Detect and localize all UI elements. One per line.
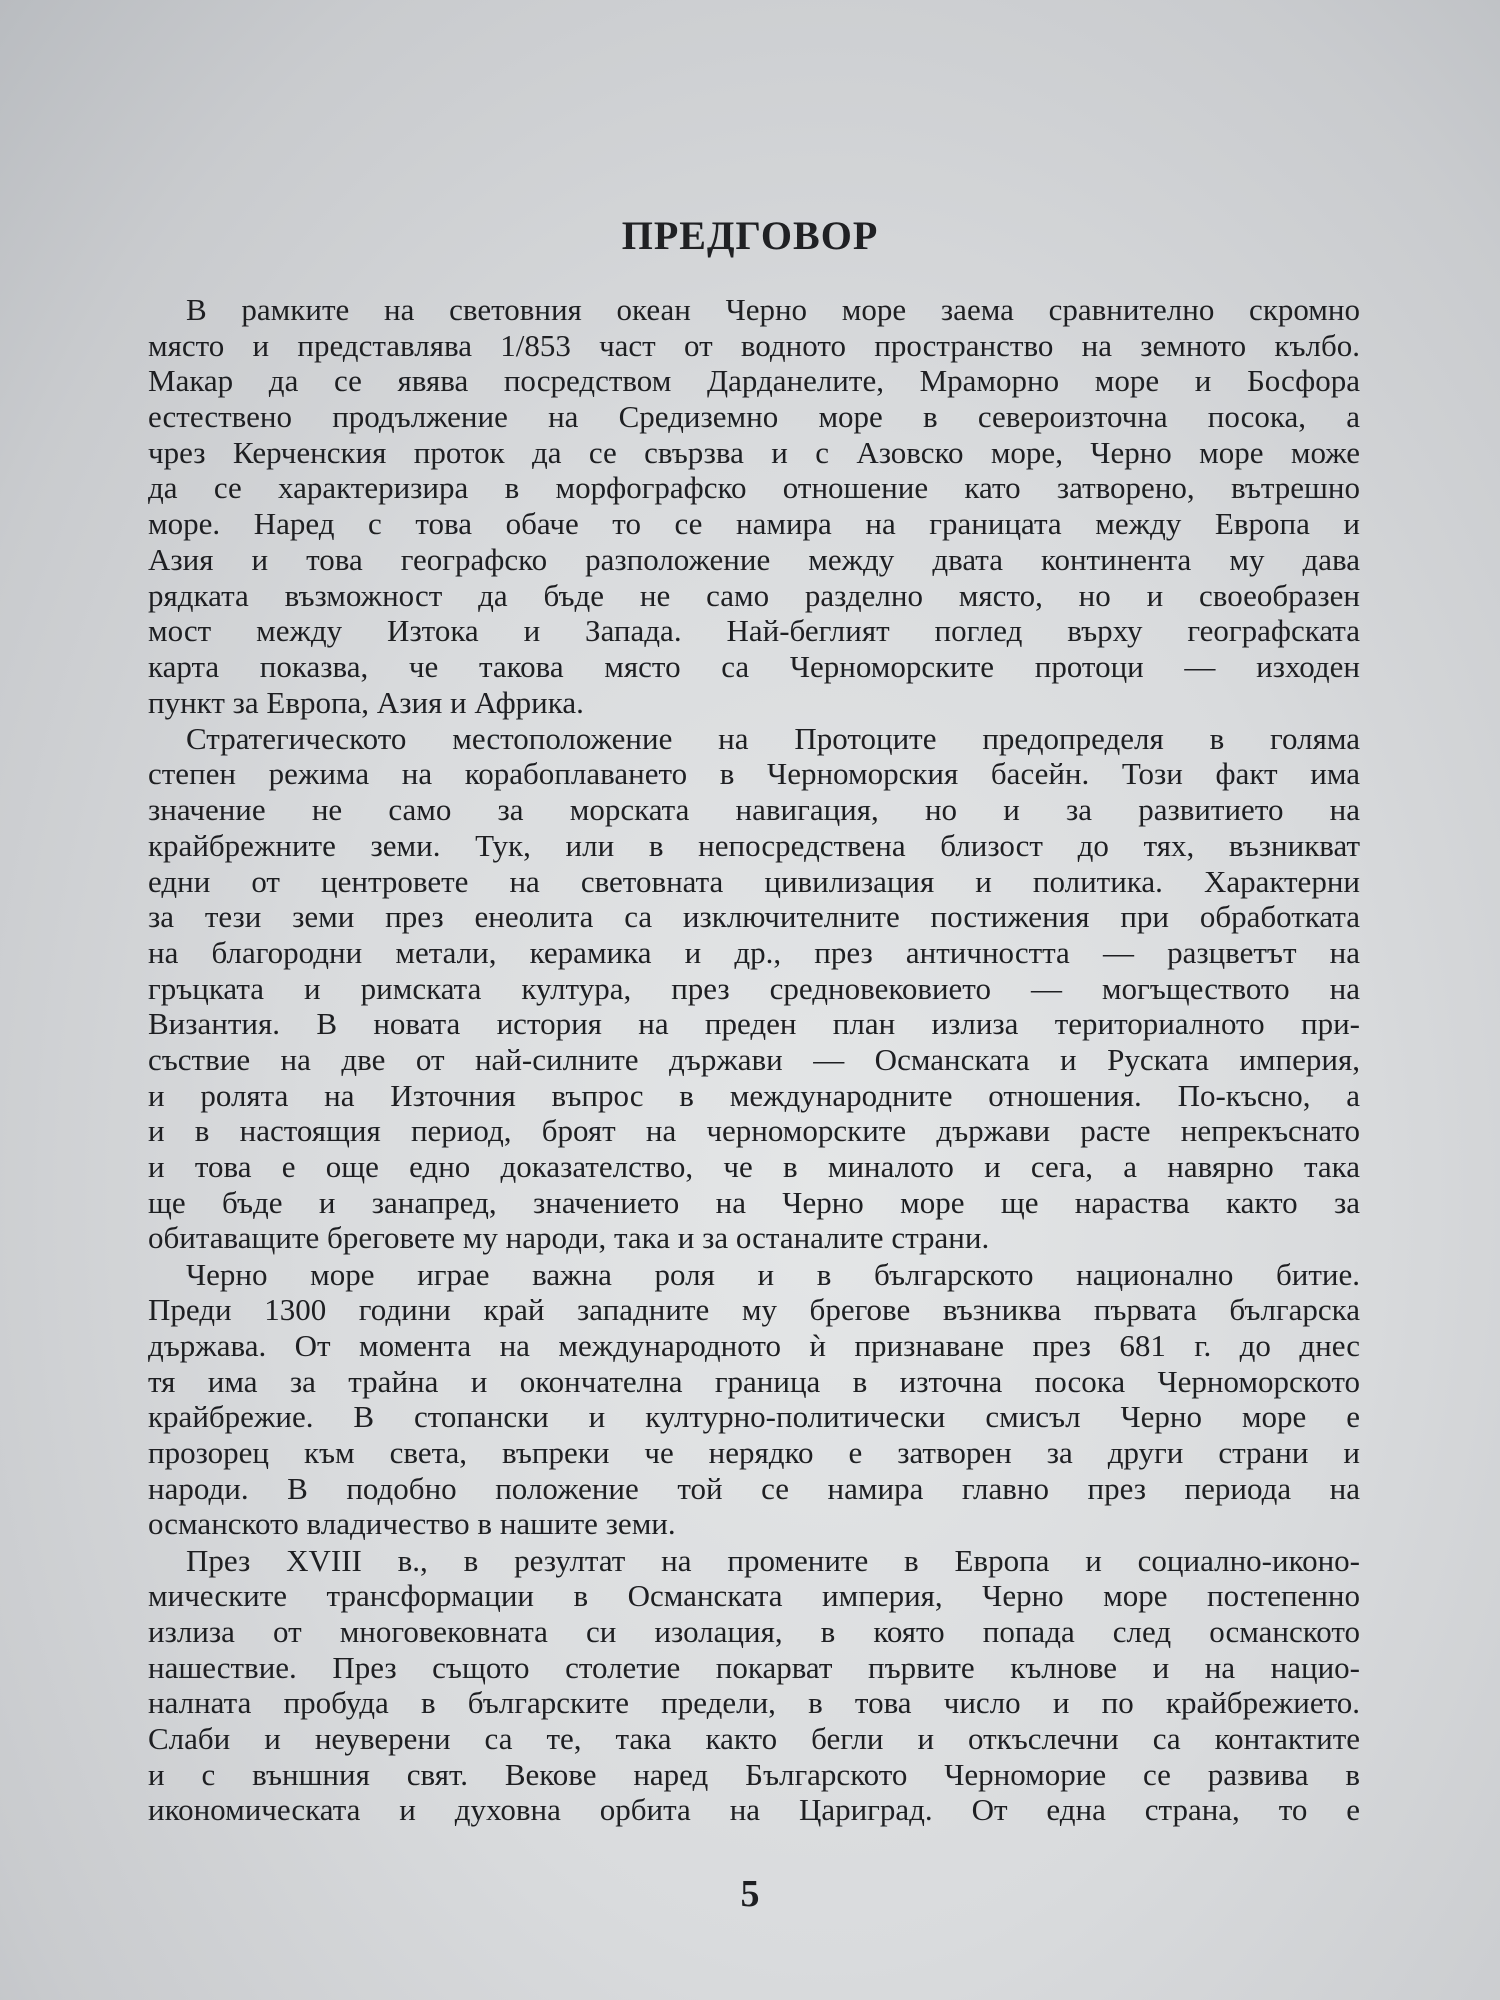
text-line: нашествие. През същото столетие покарват първите кълнове и на нацио- — [148, 1649, 1360, 1685]
text-line: едни от центровете на световната цивилизация и политика. Характерни — [148, 863, 1360, 899]
text-line: гръцката и римската култура, през средновековието — могъществото на — [148, 970, 1360, 1006]
text-line: обитаващите бреговете му народи, така и за останалите страни. — [148, 1220, 990, 1256]
text-line: мическите трансформации в Османската империя, Черно море постепенно — [148, 1578, 1360, 1614]
text-line: чрез Керченския проток да се свързва и с Азовско море, Черно море може — [148, 434, 1360, 470]
chapter-title: ПРЕДГОВОР — [621, 213, 879, 258]
paragraph — [148, 721, 1360, 1256]
text-line: ще бъде и занапред, значението на Черно море ще нараства както за — [148, 1184, 1360, 1220]
text-line: прозорец към света, въпреки че нерядко е затворен за други страни и — [148, 1435, 1360, 1470]
page-number: 5 — [740, 1873, 760, 1915]
text-line: Черно море играе важна роля и в българското национално битие. — [186, 1256, 1360, 1292]
text-line: съствие на две от най-силните държави — Османската и Руската империя, — [148, 1041, 1360, 1077]
text-line: на благородни метали, керамика и др., през античността — разцветът на — [148, 934, 1360, 970]
text-line: налната пробуда в българските предели, в това число и по крайбрежието. — [148, 1685, 1360, 1721]
text-line: и с външния свят. Векове наред Българското Черноморие се развива в — [148, 1756, 1360, 1792]
text-line: значение не само за морската навигация, но и за развитието на — [148, 792, 1360, 828]
text-line: рядката възможност да бъде не само разделно място, но и своеобразен — [148, 577, 1360, 613]
text-line: карта показва, че такова място са Черноморските протоци — изходен — [148, 648, 1360, 684]
text-line: за тези земи през енеолита са изключителните постижения при обработката — [148, 899, 1360, 935]
text-line: икономическата и духовна орбита на Цариград. От една страна, то е — [148, 1792, 1360, 1828]
text-line: море. Наред с това обаче то се намира на границата между Европа и — [148, 506, 1360, 542]
text-line: естествено продължение на Средиземно море в североизточна посока, а — [148, 399, 1360, 435]
text-line: В рамките на световния океан Черно море заема сравнително скромно — [186, 292, 1360, 327]
text-line: излиза от многовековната си изолация, в която попада след османското — [148, 1613, 1360, 1649]
text-line: Азия и това географско разположение между двата континента му дава — [148, 541, 1360, 577]
text-line: Византия. В новата история на преден план излиза териториалното при- — [148, 1006, 1360, 1042]
text-line: Стратегическото местоположение на Протоците предопределя в голяма — [186, 720, 1360, 756]
text-line: крайбрежните земи. Тук, или в непосредствена близост до тях, възникват — [148, 827, 1360, 863]
text-line: тя има за трайна и окончателна граница в източна посока Черноморското — [148, 1363, 1360, 1399]
text-line: крайбрежие. В стопански и културно-политически смисъл Черно море е — [148, 1399, 1360, 1435]
paragraph — [148, 1543, 1360, 1829]
text-line: народи. В подобно положение той се намира главно през периода на — [148, 1470, 1360, 1506]
paragraph — [148, 292, 1360, 720]
text-line: Преди 1300 години край западните му брегове възниква първата българска — [148, 1292, 1360, 1328]
text-line: да се характеризира в морфографско отношение като затворено, вътрешно — [148, 470, 1360, 506]
text-line: и в настоящия период, броят на черноморските държави расте непрекъснато — [148, 1113, 1360, 1149]
text-line: и ролята на Източния въпрос в международните отношения. По-късно, а — [148, 1077, 1360, 1113]
text-line: място и представлява 1/853 част от водното пространство на земното кълбо. — [148, 327, 1360, 363]
text-line: степен режима на корабоплаването в Черноморския басейн. Този факт има — [148, 756, 1360, 792]
text-line: мост между Изтока и Запада. Най-беглият поглед върху географската — [148, 613, 1360, 649]
text-line: пункт за Европа, Азия и Африка. — [148, 684, 584, 720]
body-text — [148, 292, 1360, 1829]
text-line: Макар да се явява посредством Дарданелите, Мраморно море и Босфора — [148, 363, 1360, 399]
text-line: През XVIII в., в резултат на промените в Европа и социално-иконо- — [186, 1542, 1360, 1578]
text-line: Слаби и неуверени са те, така както бегли и откъслечни са контактите — [148, 1721, 1360, 1756]
paragraph — [148, 1257, 1360, 1543]
text-line: държава. От момента на международното ѝ признаване през 681 г. до днес — [148, 1327, 1360, 1363]
text-line: османското владичество в нашите земи. — [148, 1506, 676, 1542]
text-line: и това е още едно доказателство, че в миналото и сега, а навярно така — [148, 1149, 1360, 1184]
